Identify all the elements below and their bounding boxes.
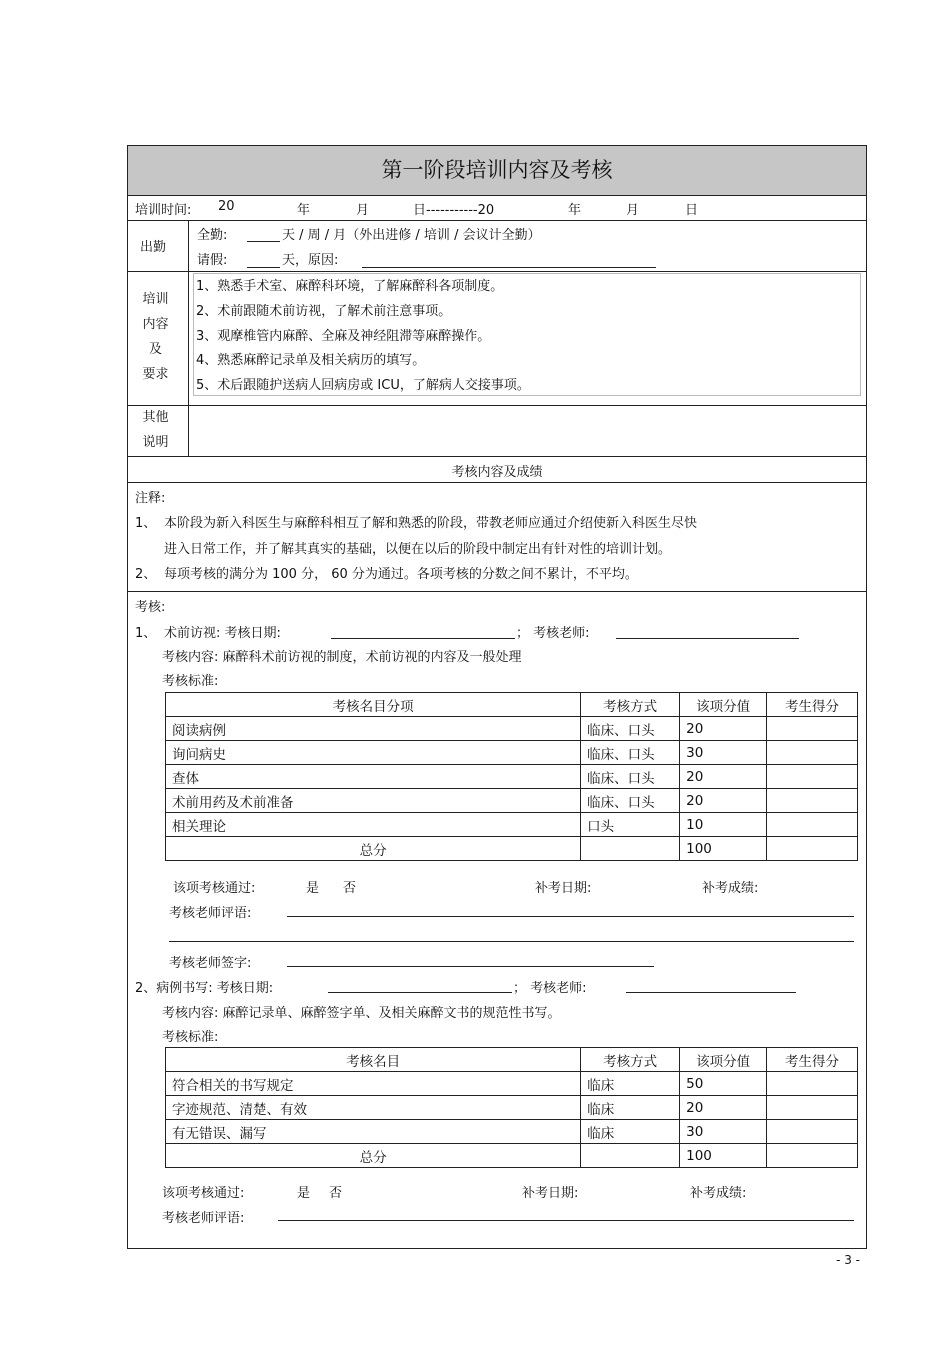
section-1-signature-field[interactable]: [287, 966, 654, 967]
other-notes-label: 其他 说明: [142, 410, 169, 450]
table-row: [166, 813, 858, 837]
table-header: 该项分值: [680, 693, 767, 717]
item-name: 相关理论: [166, 813, 581, 837]
table-header: 考核名目: [166, 1048, 581, 1072]
leave-text: 天，原因:: [282, 253, 339, 268]
method: 临床: [581, 1120, 680, 1144]
section-2-heading: 2、病例书写: 考核日期:: [135, 981, 274, 996]
assessment-label: 考核:: [135, 600, 166, 615]
points: 20: [680, 765, 767, 789]
training-item-4: 4、熟悉麻醉记录单及相关病历的填写。: [196, 353, 426, 368]
total-method: [581, 1144, 680, 1168]
method: 临床、口头: [581, 741, 680, 765]
total-value: 100: [680, 1144, 767, 1168]
score-cell[interactable]: [767, 813, 858, 837]
item-name: 有无错误、漏写: [166, 1120, 581, 1144]
divider: [128, 271, 866, 272]
section-2-standard-label: 考核标准:: [162, 1030, 219, 1045]
training-item-5: 5、术后跟随护送病人回病房或 ICU，了解病人交接事项。: [196, 378, 530, 393]
start-day-separator: 日-----------20: [413, 203, 495, 218]
item-name: 符合相关的书写规定: [166, 1072, 581, 1096]
end-day-unit: 日: [685, 203, 699, 218]
full-attendance-label: 全勤:: [197, 228, 228, 243]
training-item-1: 1、熟悉手术室、麻醉科环境，了解麻醉科各项制度。: [196, 279, 504, 294]
score-cell[interactable]: [767, 1120, 858, 1144]
method: 临床、口头: [581, 765, 680, 789]
points: 20: [680, 1096, 767, 1120]
method: 临床: [581, 1072, 680, 1096]
score-cell[interactable]: [767, 765, 858, 789]
table-row: [166, 1096, 858, 1120]
note-2-text: 每项考核的满分为 100 分， 60 分为通过。各项考核的分数之间不累计，不平均。: [164, 567, 638, 582]
points: 20: [680, 789, 767, 813]
table-header: 考核名目分项: [166, 693, 581, 717]
section-1-signature-label: 考核老师签字:: [169, 956, 252, 971]
total-score-cell[interactable]: [767, 1144, 858, 1168]
method: 口头: [581, 813, 680, 837]
section-2-makeup-date: 补考日期:: [522, 1186, 579, 1201]
section-1-yes[interactable]: 是: [306, 881, 320, 896]
section-1-comment-label: 考核老师评语:: [169, 906, 252, 921]
training-item-2: 2、术前跟随术前访视，了解术前注意事项。: [196, 304, 452, 319]
table-row: [166, 717, 858, 741]
section-2-content: 考核内容: 麻醉记录单、麻醉签字单、及相关麻醉文书的规范性书写。: [162, 1006, 561, 1021]
total-method: [581, 837, 680, 861]
end-year-unit: 年: [568, 203, 582, 218]
leave-reason-field[interactable]: [362, 267, 656, 268]
section-1-content: 考核内容: 麻醉科术前访视的制度，术前访视的内容及一般处理: [162, 650, 522, 665]
divider: [128, 220, 866, 221]
table-row: [166, 741, 858, 765]
method: 临床、口头: [581, 789, 680, 813]
section-2-table: [165, 1047, 858, 1168]
training-content-label: 培训 内容 及 要求: [142, 292, 169, 382]
section-1-makeup-date: 补考日期:: [535, 881, 592, 896]
section-2-yes[interactable]: 是: [297, 1186, 311, 1201]
divider: [128, 591, 866, 592]
section-1-makeup-score: 补考成绩:: [702, 881, 759, 896]
total-value: 100: [680, 837, 767, 861]
total-label: 总分: [166, 1144, 581, 1168]
section-2-no[interactable]: 否: [329, 1186, 343, 1201]
table-row: [166, 765, 858, 789]
label-column-divider: [188, 220, 189, 456]
table-header: 考生得分: [767, 693, 858, 717]
score-cell[interactable]: [767, 1096, 858, 1120]
score-cell[interactable]: [767, 717, 858, 741]
full-days-field[interactable]: [247, 241, 280, 242]
training-time-label: 培训时间:: [135, 203, 192, 218]
section-1-teacher-label: ； 考核老师:: [516, 626, 590, 641]
table-header-row: [166, 693, 858, 717]
notes-label: 注释:: [135, 491, 166, 506]
section-1-number: 1、: [135, 626, 157, 641]
total-row: [166, 837, 858, 861]
divider: [128, 405, 866, 406]
section-1-comment-line-1[interactable]: [287, 916, 854, 917]
section-1-pass-label: 该项考核通过:: [173, 881, 256, 896]
section-2-date-field[interactable]: [328, 992, 512, 993]
section-2-pass-label: 该项考核通过:: [162, 1186, 245, 1201]
section-1-no[interactable]: 否: [343, 881, 357, 896]
divider: [128, 195, 866, 196]
item-name: 询问病史: [166, 741, 581, 765]
table-row: [166, 1072, 858, 1096]
note-1-line-1: 本阶段为新入科医生与麻醉科相互了解和熟悉的阶段，带教老师应通过介绍使新入科医生尽快: [164, 516, 698, 531]
table-row: [166, 789, 858, 813]
table-header: 考核方式: [581, 693, 680, 717]
section-1-teacher-field[interactable]: [616, 638, 799, 639]
section-1-date-field[interactable]: [331, 638, 515, 639]
item-name: 查体: [166, 765, 581, 789]
section-1-comment-line-2[interactable]: [169, 941, 854, 942]
start-year-unit: 年: [297, 203, 311, 218]
item-name: 阅读病例: [166, 717, 581, 741]
leave-label: 请假:: [197, 253, 228, 268]
section-1-heading: 术前访视: 考核日期:: [164, 626, 281, 641]
divider: [128, 482, 866, 483]
item-name: 字迹规范、清楚、有效: [166, 1096, 581, 1120]
start-year: 20: [218, 199, 235, 214]
section-2-teacher-label: ； 考核老师:: [513, 981, 587, 996]
points: 20: [680, 717, 767, 741]
score-cell[interactable]: [767, 1072, 858, 1096]
start-month-unit: 月: [356, 203, 370, 218]
form-title: 第一阶段培训内容及考核: [381, 158, 613, 182]
page-number: - 3 -: [836, 1253, 860, 1267]
points: 30: [680, 741, 767, 765]
method: 临床: [581, 1096, 680, 1120]
table-header: 考生得分: [767, 1048, 858, 1072]
total-label: 总分: [166, 837, 581, 861]
section-2-comment-label: 考核老师评语:: [162, 1211, 245, 1226]
end-month-unit: 月: [626, 203, 640, 218]
section-1-table: [165, 692, 858, 861]
table-header-row: [166, 1048, 858, 1072]
assessment-header: 考核内容及成绩: [451, 465, 543, 480]
points: 10: [680, 813, 767, 837]
section-1-standard-label: 考核标准:: [162, 674, 219, 689]
full-attendance-text: 天 / 周 / 月（外出进修 / 培训 / 会议计全勤）: [282, 228, 541, 243]
total-row: [166, 1144, 858, 1168]
note-2-number: 2、: [135, 567, 157, 582]
note-1-number: 1、: [135, 516, 157, 531]
points: 30: [680, 1120, 767, 1144]
section-2-teacher-field[interactable]: [626, 992, 796, 993]
attendance-label: 出勤: [140, 240, 167, 255]
total-score-cell[interactable]: [767, 837, 858, 861]
note-1-line-2: 进入日常工作，并了解其真实的基础，以便在以后的阶段中制定出有针对性的培训计划。: [164, 542, 672, 557]
section-2-comment-field[interactable]: [278, 1220, 854, 1221]
table-header: 该项分值: [680, 1048, 767, 1072]
training-item-3: 3、观摩椎管内麻醉、全麻及神经阻滞等麻醉操作。: [196, 329, 491, 344]
table-row: [166, 1120, 858, 1144]
points: 50: [680, 1072, 767, 1096]
section-2-makeup-score: 补考成绩:: [690, 1186, 747, 1201]
table-header: 考核方式: [581, 1048, 680, 1072]
score-cell[interactable]: [767, 789, 858, 813]
divider: [128, 456, 866, 457]
leave-days-field[interactable]: [247, 267, 280, 268]
method: 临床、口头: [581, 717, 680, 741]
item-name: 术前用药及术前准备: [166, 789, 581, 813]
score-cell[interactable]: [767, 741, 858, 765]
